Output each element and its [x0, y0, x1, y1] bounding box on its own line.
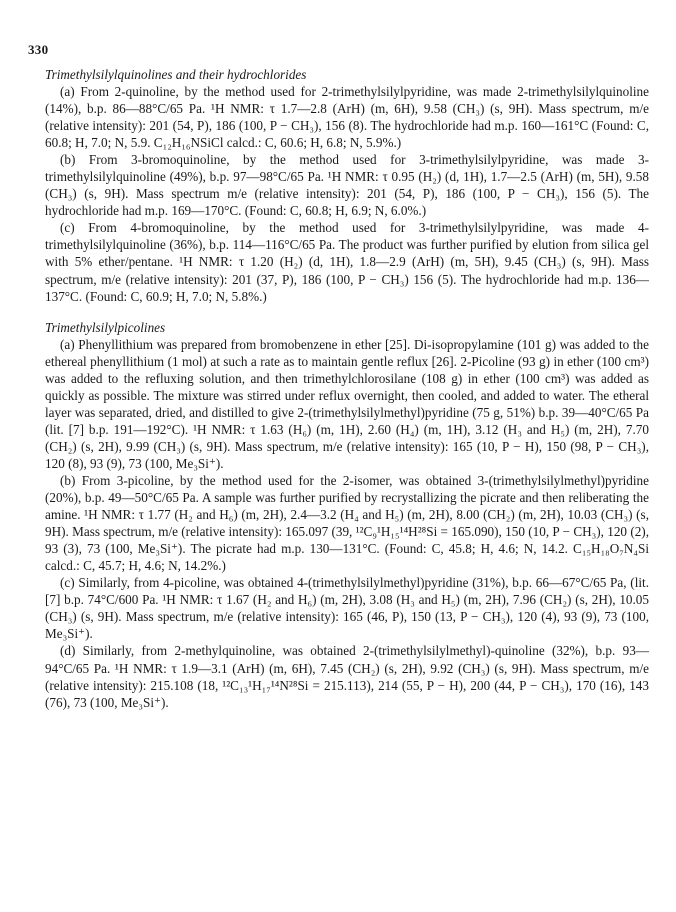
section-heading: Trimethylsilylquinolines and their hydrochlorides	[45, 67, 307, 82]
paragraph: (c) From 4-bromoquinoline, by the method used for 3-trimethylsilylpyridine, was made 4-trimethylsilylquinoline (36%), b.p. 114—116°C/65 Pa. The product was further purified by elution from silica gel with 5% ether/pentane. ¹H NMR: τ 1.20 (H₂) (d, 1H), 1.8—2.9 (ArH) (m, 5H), 9.45 (CH₃) (s, 9H). Mass spectrum, m/e (relative intensity): 201 (37, P), 186 (100, P − CH₃) 156 (5). The hydrochloride had m.p. 136—137°C. (Found: C, 60.9; H, 7.0; N, 5.8%.)	[45, 220, 649, 304]
section-heading: Trimethylsilylpicolines	[45, 319, 166, 335]
section-spacer	[45, 305, 649, 319]
paragraph: (b) From 3-picoline, by the method used for the 2-isomer, was obtained 3-(trimethylsilylmethyl)pyridine (20%), b.p. 49—50°C/65 Pa. A sample was further purified by recrystallizing the picrate and then reliberating the amine. ¹H NMR: τ 1.77 (H₂ and H₆) (m, 2H), 2.4—3.2 (H₄ and H₅) (m, 2H), 8.00 (CH₂) (m, 2H), 10.03 (CH₃) (s, 9H). Mass spectrum, m/e (relative intensity): 165.097 (39, ¹²C₉¹H₁₅¹⁴H²⁸Si = 165.090), 150 (10, P − CH₃), 120 (2), 93 (3), 73 (100, Me₃Si⁺). The picrate had m.p. 130—131°C. (Found: C, 45.8; H, 4.6; N, 14.2. C₁₅H₁₈O₇N₄Si calcd.: C, 45.7; H, 4.6; N, 14.2%.)	[45, 472, 649, 574]
page-content	[45, 66, 649, 711]
paragraph: (b) From 3-bromoquinoline, by the method used for 3-trimethylsilylpyridine, was made 3-trimethylsilylquinoline (49%), b.p. 97—98°C/65 Pa. ¹H NMR: τ 0.95 (H₂) (d, 1H), 1.7—2.5 (ArH) (m, 5H), 9.58 (CH₃) (s, 9H). Mass spectrum m/e (relative intensity): 201 (54, P), 186 (100, P − CH₃), 156 (5). The hydrochloride had m.p. 169—170°C. (Found: C, 60.8; H, 6.9; N, 6.0%.)	[45, 152, 649, 219]
paragraph: (c) Similarly, from 4-picoline, was obtained 4-(trimethylsilylmethyl)pyridine (31%), b.p. 66—67°C/65 Pa, (lit. [7] b.p. 74°C/600 Pa. ¹H NMR: τ 1.67 (H₂ and H₆) (m, 2H), 3.08 (H₃ and H₅) (m, 2H), 7.96 (CH₂) (s, 2H), 10.05 (CH₃) (s, 9H). Mass spectrum, m/e (relative intensity): 165 (46, P), 150 (13, P − CH₃), 120 (4), 93 (9), 73 (100, Me₃Si⁺).	[45, 575, 649, 642]
paragraph: (a) From 2-quinoline, by the method used for 2-trimethylsilylpyridine, was made 2-trimethylsilylquinoline (14%), b.p. 86—88°C/65 Pa. ¹H NMR: τ 1.7—2.8 (ArH) (m, 6H), 9.58 (CH₃) (s, 9H). Mass spectrum, m/e (relative intensity): 201 (54, P), 186 (100, P − CH₃), 156 (8). The hydrochloride had m.p. 160—161°C (Found: C, 60.8; H, 7.0; N, 5.9. C₁₂H₁₆NSiCl calcd.: C, 60.6; H, 6.8; N, 5.9%.)	[45, 84, 649, 151]
paragraph: (a) Phenyllithium was prepared from bromobenzene in ether [25]. Di-isopropylamine (101 g) was added to the ethereal phenyllithium (1 mol) at such a rate as to maintain gentle reflux [26]. 2-Picoline (93 g) in ether (100 cm³) was added to the refluxing solution, and then trimethylchlorosilane (108 g) in ether (100 cm³) was added as quickly as possible. The mixture was stirred under reflux overnight, then cooled, and added to water. The etheral layer was separated, dried, and distilled to give 2-(trimethylsilylmethyl)pyridine (75 g, 51%) b.p. 39—40°C/65 Pa (lit. [7] b.p. 191—192°C). ¹H NMR: τ 1.63 (H₆) (m, 1H), 2.60 (H₄) (m, 1H), 3.12 (H₃ and H₅) (m, 2H), 7.70 (CH₂) (s, 2H), 9.99 (CH₃) (s, 9H). Mass spectrum, m/e (relative intensity): 165 (10, P − H), 150 (98, P − CH₃), 120 (8), 93 (9), 73 (100, Me₃Si⁺).	[45, 336, 649, 471]
paragraph: (d) Similarly, from 2-methylquinoline, was obtained 2-(trimethylsilylmethyl)-quinoline (32%), b.p. 93—94°C/65 Pa. ¹H NMR: τ 1.9—3.1 (ArH) (m, 6H), 7.45 (CH₂) (s, 2H), 9.92 (CH₃) (s, 9H). Mass spectrum, m/e (relative intensity): 215.108 (18, ¹²C₁₃¹H₁₇¹⁴N²⁸Si = 215.113), 214 (55, P − H), 200 (44, P − CH₃), 170 (16), 143 (76), 73 (100, Me₃Si⁺).	[45, 643, 649, 710]
page-number: 330	[28, 42, 49, 57]
